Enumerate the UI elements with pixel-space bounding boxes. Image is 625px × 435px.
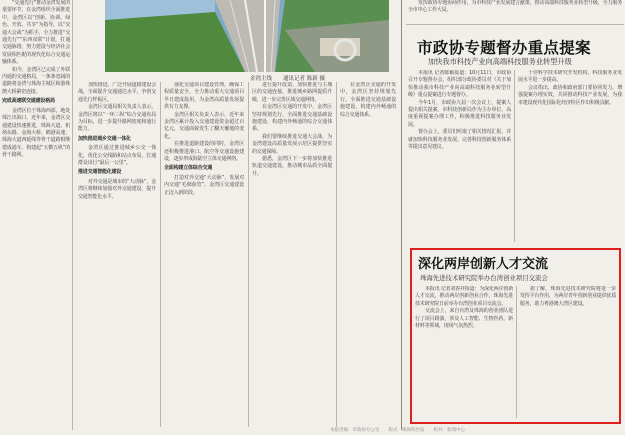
- paragraph: 金湾区相关负责人表示，近年来金湾区累计投入交通建设资金超过百亿元，交通面貌发生了翻天覆地的变化。: [164, 111, 244, 140]
- right-top-text: [408, 0, 622, 20]
- paragraph: 本报讯 记者陈颖报道：10月11日，市政协召开专题督办会，组织部分政协委员对《关于加快推动我市科技产业向高端科技服务业转型升级》重点提案进行专题督办。: [408, 70, 511, 99]
- paragraph: “交通先行”推动金湾发展的重要环节，在金湾组织全面推进中，金湾区以“创新、协调、绿色、开放、共享”为指导，以“交通大会战”为抓手，全力推进“交通先行”“东西双联”计划，打通交通脉络，努力建设与经济社会发展相匹配的现代化综合交通运输体系。: [2, 0, 70, 66]
- paragraph: 对外交通是城市的“大动脉”，金湾区将继续加强对外交通建设，提升交通智能化水平。: [78, 178, 156, 200]
- paragraph: 据了解，珠海先进技术研究院将进一步发挥平台作用，为两岸青年创新创业提供优质服务，助力粤港澳大湾区建设。: [520, 286, 616, 307]
- article-cppcc-right: [518, 70, 622, 242]
- paragraph: 十佳科学技术研究开发机构，科技服务业发展水平进一步提高。: [518, 70, 622, 84]
- horizontal-divider: [406, 24, 624, 25]
- section-subhead: 加快推进城乡交通一体化: [78, 135, 131, 142]
- paragraph: 在金湾区交通的开发中，金湾区坚持规划先行，全面推进交通基础设施建设，构建内外畅通的综合交通体系。: [252, 104, 332, 133]
- paragraph: 加快推进，广泛开展道路建设会战，全面提升交通通达水平，争创交通先行样板区。: [78, 82, 156, 103]
- section-subhead: 全面构建立体综合交通: [164, 165, 213, 172]
- page-footer: 本版责编：市政协办公室 版式：珠海特区报 校对：新闻中心: [330, 428, 465, 433]
- photo-caption: 金湾主线 通讯记者 陈新 摄: [250, 76, 325, 82]
- paragraph: 会议指出，政协和政府部门要协同发力，增强提案办理实效，共同推动科技产业发展，为我市建设现代化国际化经济特区作出积极贡献。: [518, 84, 622, 106]
- section-subhead: 推进交通智能化建设: [78, 169, 122, 176]
- body-column-3: [164, 82, 244, 427]
- paragraph: 交流会上，来自台湾及珠海的创业团队进行了项目路演，涉及人工智能、生物医药、新材料等领域，现场气氛热烈。: [415, 308, 513, 330]
- paragraph: 发挥政协专题协商作用，为市科技产业发展建言献策，推动高端科技服务业转型升级，全力服务全市中心工作大局。: [408, 0, 622, 14]
- body-column-5: [340, 82, 396, 427]
- column-divider: [160, 82, 161, 427]
- section-subhead: 完成高速联交通建设格局: [2, 98, 55, 105]
- column-divider: [248, 82, 249, 427]
- paragraph: 督办会上，委员们听取了相关情况汇报，并就加快科技服务业发展、完善科技创新服务体系等提出意见建议。: [408, 129, 511, 151]
- body-column-4: [252, 82, 332, 427]
- column-divider: [516, 286, 517, 418]
- column-divider: [72, 0, 73, 430]
- headline-talent-exchange: 深化两岸创新人才交流: [418, 257, 549, 272]
- lead-column: [2, 0, 70, 430]
- paragraph: 我们要继续推进交通大会战，为金湾建设高质量发展示范区提供坚实的交通保障。: [252, 133, 332, 155]
- paragraph: 打造对外交通“大动脉”，发展对内交通“毛细血管”，金湾区交通建设正迈入新阶段。: [164, 174, 244, 196]
- highway-photo: [105, 0, 389, 72]
- paragraph: 金湾区交通局相关负责人表示，金湾区将以“一环三纵”综合交通布局为目标，进一步提升路网密度和通行能力。: [78, 104, 156, 133]
- paragraph: 据悉，金湾区下一步将加快推进轨道交通建设，推动城市品质全面提升。: [252, 156, 332, 177]
- column-divider: [514, 70, 515, 242]
- paragraph: 在推进道路建设的同时，金湾区还积极推进港口、航空等交通设施建设，逐步形成海陆空立体交通网络。: [164, 141, 244, 163]
- subtitle-talent-exchange: 珠海先进技术研究院举办台湾创业项目交流会: [420, 274, 548, 282]
- paragraph: 本报讯 记者刘春祥报道：为深化两岸创新人才交流，推动两岸创新创业合作，珠海先进技术研究院日前举办台湾创业项目交流会。: [415, 286, 513, 307]
- paragraph: 如今，金湾区已完成了外联内通的交通格局，一条条宽阔的道路将金湾与珠海主城区和港珠澳大桥紧密连接。: [2, 66, 70, 95]
- section-divider: [401, 0, 402, 430]
- paragraph: 金湾区位于珠海西部，地处珠江出海口，近年来，金湾区交通建设快速推进，珠海大道、机场东路、金海大桥、鹤港高速、珠海大道西延线等骨干道路相继建成通车，构建起“五横五纵”的骨干路网。: [2, 107, 70, 159]
- paragraph: 强化交通项目建设管理，确保工程质量安全，全力推动重大交通项目早日建成投用，为金湾高质量发展提供有力支撑。: [164, 82, 244, 111]
- article-cppcc-left: [408, 70, 511, 242]
- article-talent-left: [415, 286, 513, 418]
- column-divider: [336, 82, 337, 427]
- paragraph: 金湾区通过推进城乡公交一体化，优化公交线路和站点布局，打通群众出行“最后一公里”。: [78, 145, 156, 167]
- subtitle-cppcc: 加快我市科技产业向高端科技服务业转型升级: [428, 57, 572, 66]
- paragraph: 进行提升改造，加快推进与主城区的交通连接，推进城乡路网提质升级，进一步完善区域交通网络。: [252, 82, 332, 103]
- headline-cppcc: 市政协专题督办重点提案: [417, 39, 591, 57]
- body-column-2: [78, 82, 156, 427]
- paragraph: 今年1月，市政协九届一次会议上，提案人提出相关提案。市科技创新局作为主办单位，高度重视提案办理工作，积极推进科技服务业发展。: [408, 99, 511, 128]
- article-talent-right: [520, 286, 616, 418]
- paragraph: 在金湾区交通的开发中，金湾区坚持规划先行，全面推进交通基础设施建设，构建内外畅通的综合交通体系。: [340, 82, 396, 118]
